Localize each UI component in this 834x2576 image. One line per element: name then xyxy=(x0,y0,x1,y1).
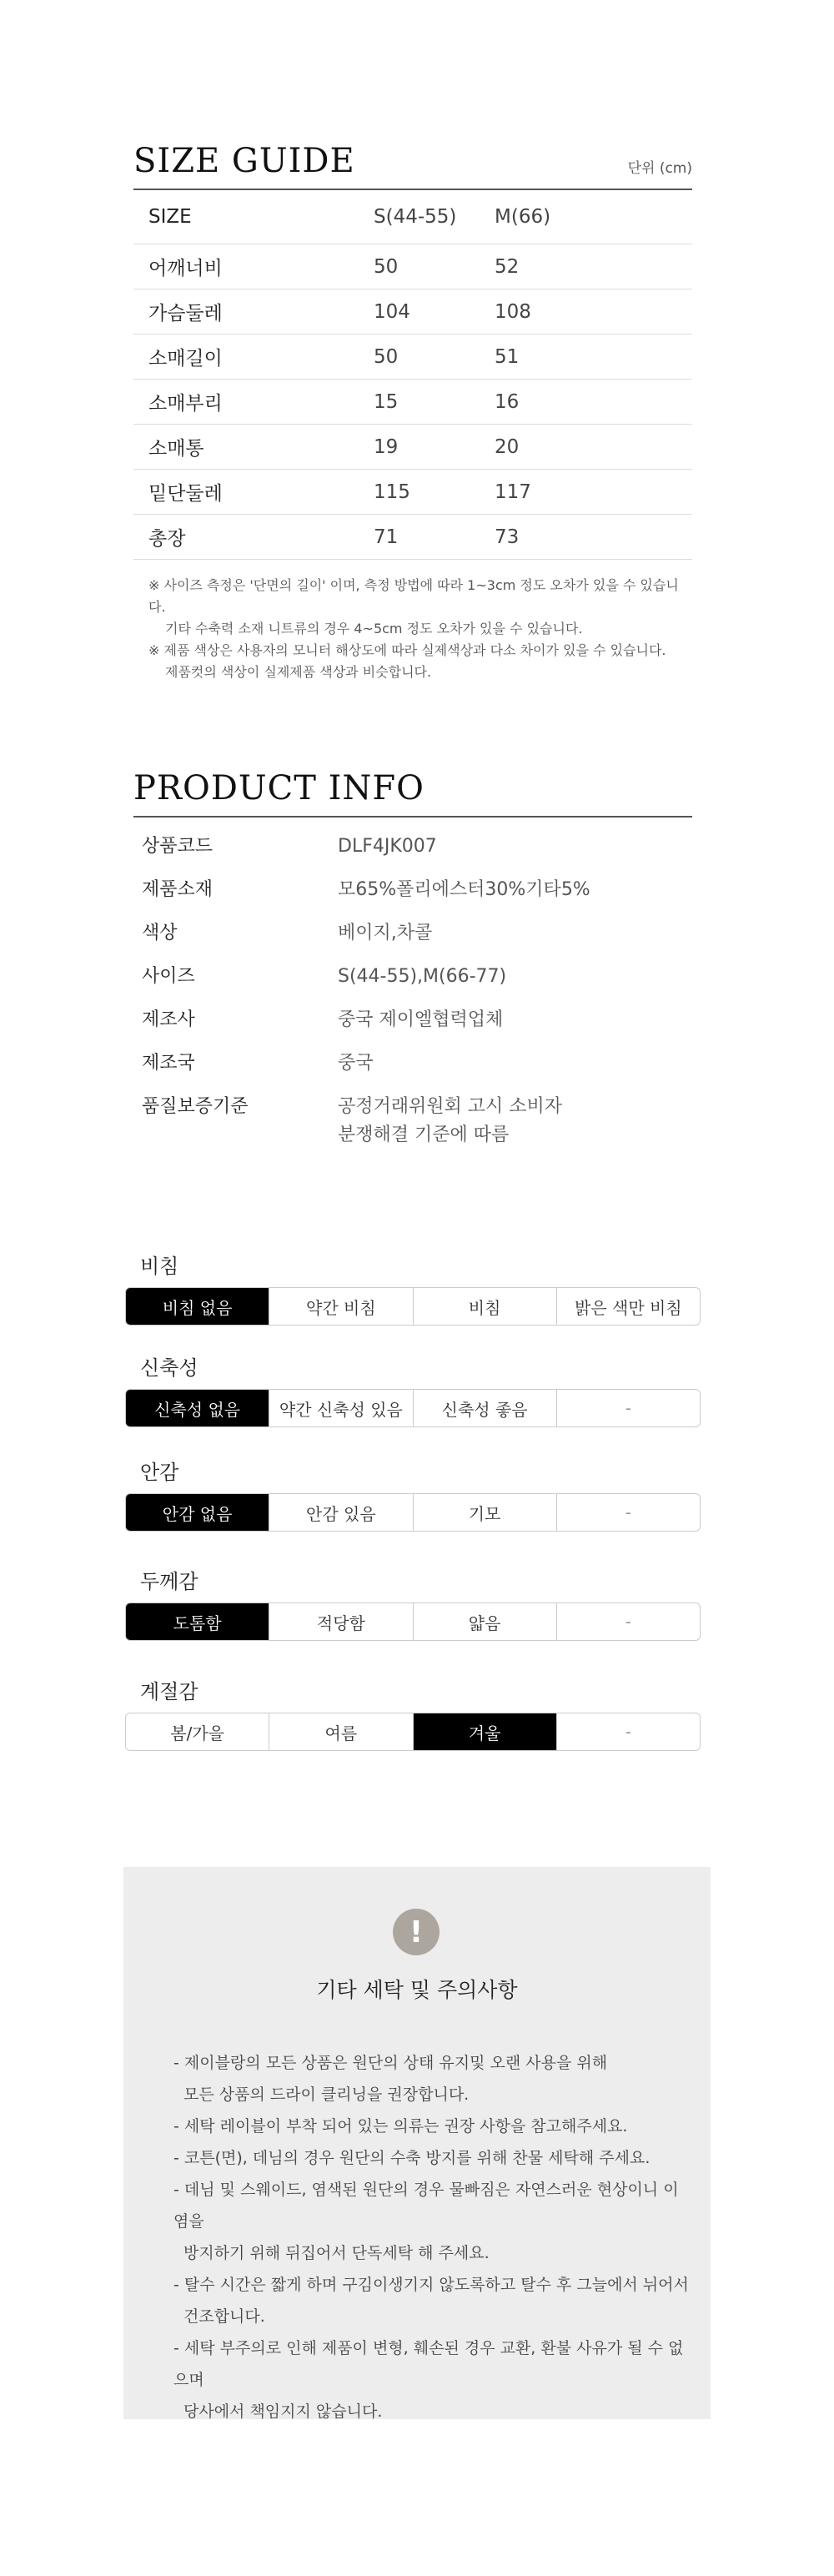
product-info-row xyxy=(133,1049,692,1093)
size-table-row xyxy=(133,380,692,425)
care-item: - 탈수 시간은 짧게 하며 구김이생기지 않도록하고 탈수 후 그늘에서 뉘어서 xyxy=(173,2276,689,2294)
attribute-options xyxy=(125,1493,701,1532)
size-measure-value: 73 xyxy=(495,515,692,560)
size-measure-value: 16 xyxy=(495,380,692,425)
size-measure-label: 소매부리 xyxy=(133,380,374,425)
size-table-row xyxy=(133,335,692,380)
attribute-option: 여름 xyxy=(269,1713,413,1750)
size-measure-value: 117 xyxy=(495,470,692,515)
exclamation-icon: ! xyxy=(393,1909,440,1955)
product-info-value-line: 모65%폴리에스터30%기타5% xyxy=(338,879,590,900)
product-info-value-line: 베이지,차콜 xyxy=(338,923,433,943)
attribute-options xyxy=(125,1713,701,1751)
care-item: - 제이블랑의 모든 상품은 원단의 상태 유지및 오랜 사용을 위해 xyxy=(173,2054,608,2072)
product-info-section xyxy=(133,769,692,1150)
attribute-option: - xyxy=(625,1502,631,1522)
attribute-option: 약간 비침 xyxy=(269,1288,413,1325)
attribute-title: 안감 xyxy=(140,1461,179,1484)
size-measure-value: 115 xyxy=(374,470,495,515)
attribute-scale xyxy=(125,1565,701,1641)
size-measure-value: 51 xyxy=(495,335,692,380)
attribute-option: 안감 있음 xyxy=(269,1494,413,1531)
attribute-title: 계절감 xyxy=(140,1680,198,1703)
size-guide-header xyxy=(133,142,692,190)
attribute-option: 비침 xyxy=(414,1288,557,1325)
care-list xyxy=(173,2047,691,2428)
size-table-row xyxy=(133,289,692,335)
size-table-row xyxy=(133,470,692,515)
size-note: ※ 사이즈 측정은 '단면의 길이' 이며, 측정 방법에 따라 1~3cm 정도 오차가 있을 수 있습니다. xyxy=(148,577,679,615)
product-info-label: 사이즈 xyxy=(142,966,195,987)
attribute-option-selected: 겨울 xyxy=(414,1713,557,1750)
size-guide-title: SIZE GUIDE xyxy=(133,142,355,180)
size-measure-value: 15 xyxy=(374,380,495,425)
attribute-option: 밝은 색만 비침 xyxy=(575,1297,682,1318)
product-info-value xyxy=(338,1049,374,1093)
attribute-option-selected: 비침 없음 xyxy=(126,1288,269,1325)
product-info-value xyxy=(338,963,506,1006)
product-info-label: 상품코드 xyxy=(142,836,214,857)
product-info-label: 색상 xyxy=(142,923,178,943)
product-info-value xyxy=(338,1093,562,1150)
attribute-scale xyxy=(125,1456,701,1532)
attribute-option-selected: 도톰함 xyxy=(126,1603,269,1640)
attribute-option: 봄/가을 xyxy=(126,1713,269,1750)
product-info-value-line: 분쟁해결 기준에 따름 xyxy=(338,1124,510,1145)
attribute-option: 얇음 xyxy=(414,1603,557,1640)
product-info-title: PRODUCT INFO xyxy=(133,769,425,808)
attribute-option: 약간 신축성 있음 xyxy=(269,1390,413,1426)
attribute-options xyxy=(125,1287,701,1326)
care-item-continued: 모든 상품의 드라이 클리닝을 권장합니다. xyxy=(183,2085,470,2104)
care-item: - 세탁 부주의로 인해 제품이 변형, 훼손된 경우 교환, 환불 사유가 될 수 없으며 xyxy=(173,2339,684,2389)
size-note: ※ 제품 색상은 사용자의 모니터 해상도에 따라 실제색상과 다소 차이가 있을 수 있습니다. xyxy=(148,642,666,658)
care-instructions-box xyxy=(123,1867,711,2419)
product-info-row xyxy=(133,963,692,1006)
product-info-label: 제조사 xyxy=(142,1009,195,1030)
product-info-header xyxy=(133,769,692,818)
product-info-value-line: S(44-55),M(66-77) xyxy=(338,966,507,987)
care-title: 기타 세탁 및 주의사항 xyxy=(316,1978,518,2002)
size-note: 기타 수축력 소재 니트류의 경우 4~5cm 정도 오차가 있을 수 있습니다. xyxy=(165,621,583,636)
product-info-row xyxy=(133,833,692,876)
product-info-row xyxy=(133,919,692,963)
care-item-continued: 당사에서 책임지지 않습니다. xyxy=(183,2402,383,2421)
product-info-value-line: 공정거래위원회 고시 소비자 xyxy=(338,1096,563,1117)
attribute-option: - xyxy=(625,1722,631,1742)
size-header-cell: SIZE xyxy=(133,190,374,244)
attribute-option: 적당함 xyxy=(269,1603,413,1640)
attribute-title: 신축성 xyxy=(140,1356,198,1380)
size-table-header xyxy=(133,190,692,244)
size-measure-value: 52 xyxy=(495,244,692,289)
product-info-row xyxy=(133,1093,692,1150)
care-item-continued: 방지하기 위해 뒤집어서 단독세탁 해 주세요. xyxy=(183,2244,490,2262)
care-item: - 코튼(면), 데님의 경우 원단의 수축 방지를 위해 찬물 세탁해 주세요. xyxy=(173,2149,651,2167)
size-table-row xyxy=(133,425,692,470)
product-info-value xyxy=(338,833,437,876)
care-item: - 세탁 레이블이 부착 되어 있는 의류는 권장 사항을 참고해주세요. xyxy=(173,2117,628,2136)
size-header-cell: S(44-55) xyxy=(374,190,495,244)
size-measure-value: 50 xyxy=(374,244,495,289)
product-info-list xyxy=(133,833,692,1150)
attribute-option: 신축성 좋음 xyxy=(414,1390,557,1426)
attribute-scale xyxy=(125,1675,701,1751)
size-measure-value: 50 xyxy=(374,335,495,380)
product-info-row xyxy=(133,1006,692,1049)
product-info-value-line: DLF4JK007 xyxy=(338,836,437,857)
product-info-value xyxy=(338,876,590,919)
size-measure-label: 총장 xyxy=(133,515,374,560)
size-table-row xyxy=(133,244,692,289)
size-table xyxy=(133,190,692,560)
size-measure-value: 104 xyxy=(374,289,495,335)
attribute-option: 기모 xyxy=(414,1494,557,1531)
attribute-title: 비침 xyxy=(140,1255,179,1278)
size-measure-value: 20 xyxy=(495,425,692,470)
size-guide-section xyxy=(133,142,692,683)
size-notes xyxy=(133,575,692,683)
care-item: - 데님 및 스웨이드, 염색된 원단의 경우 물빠짐은 자연스러운 현상이니 이염을 xyxy=(173,2181,679,2231)
size-measure-label: 가슴둘레 xyxy=(133,289,374,335)
size-measure-label: 어깨너비 xyxy=(133,244,374,289)
size-unit: 단위 (cm) xyxy=(627,160,692,177)
size-measure-label: 밑단둘레 xyxy=(133,470,374,515)
size-measure-value: 19 xyxy=(374,425,495,470)
attribute-scale xyxy=(125,1250,701,1326)
size-table-row xyxy=(133,515,692,560)
product-info-value-line: 중국 xyxy=(338,1053,374,1074)
product-info-label: 제품소재 xyxy=(142,879,214,900)
size-header-cell: M(66) xyxy=(495,190,692,244)
attribute-option-selected: 안감 없음 xyxy=(126,1494,269,1531)
size-measure-value: 71 xyxy=(374,515,495,560)
attribute-option-selected: 신축성 없음 xyxy=(126,1390,269,1426)
size-measure-label: 소매길이 xyxy=(133,335,374,380)
attribute-options xyxy=(125,1602,701,1641)
product-info-value xyxy=(338,1006,503,1049)
attribute-options xyxy=(125,1389,701,1427)
attribute-option: - xyxy=(625,1398,631,1418)
product-info-label: 제조국 xyxy=(142,1053,195,1074)
care-item-continued: 건조합니다. xyxy=(183,2307,265,2326)
product-info-row xyxy=(133,876,692,919)
attribute-scale xyxy=(125,1351,701,1427)
size-measure-value: 108 xyxy=(495,289,692,335)
attribute-option: - xyxy=(625,1612,631,1632)
size-measure-label: 소매통 xyxy=(133,425,374,470)
attribute-title: 두께감 xyxy=(140,1570,198,1593)
product-info-value-line: 중국 제이엘협력업체 xyxy=(338,1009,504,1030)
product-info-value xyxy=(338,919,432,963)
product-info-label: 품질보증기준 xyxy=(142,1096,249,1117)
size-note: 제품컷의 색상이 실제제품 색상과 비슷합니다. xyxy=(165,664,432,680)
